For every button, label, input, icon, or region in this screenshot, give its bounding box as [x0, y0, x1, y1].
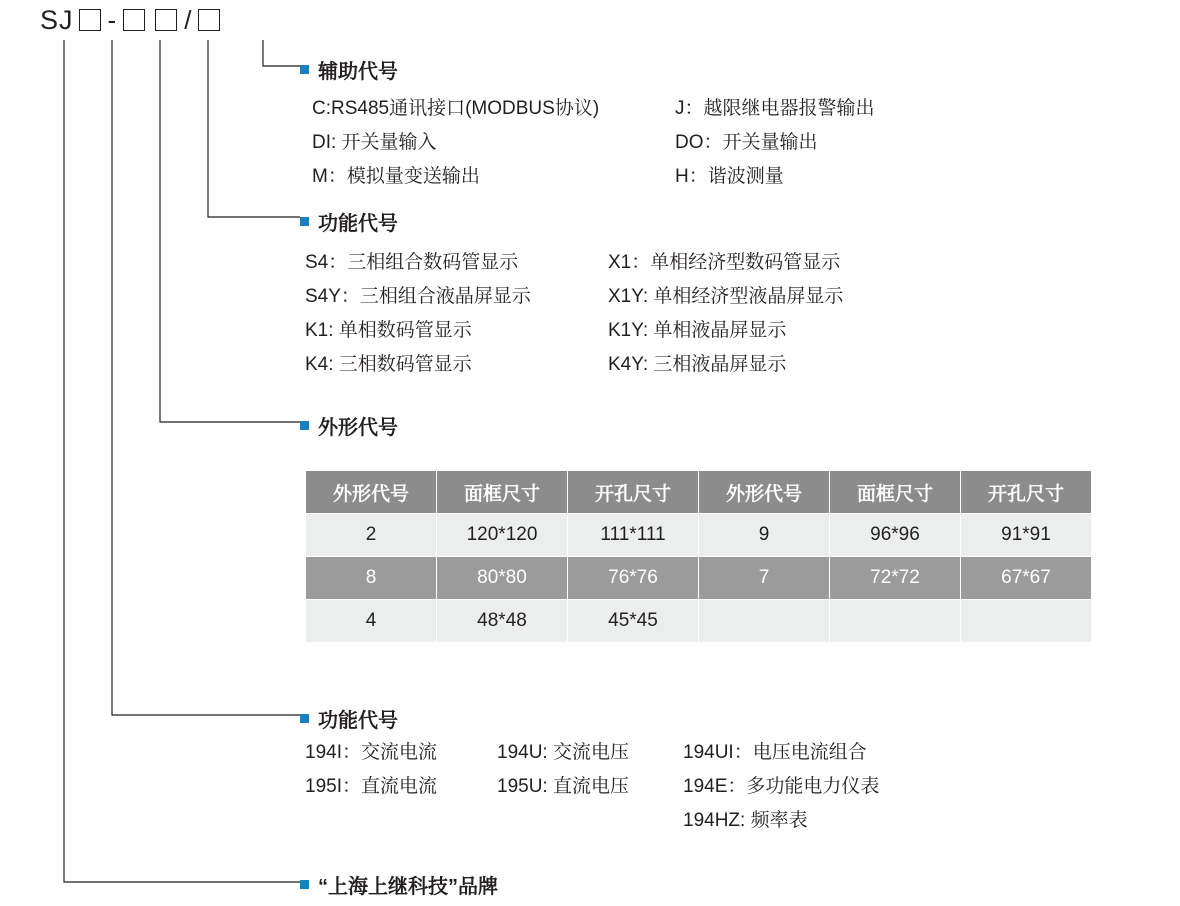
- section-func-bottom-title: 功能代号: [318, 710, 398, 732]
- table-cell-empty: [699, 600, 830, 643]
- aux-line-3-col-1: M：模拟量变送输出: [312, 166, 480, 187]
- table-cell: 4: [306, 600, 437, 643]
- table-header-row: [306, 471, 1092, 514]
- model-box-2: [123, 9, 145, 31]
- table-header-cell: 面框尺寸: [437, 471, 568, 514]
- func-top-line-2-col-1: S4Y：三相组合液晶屏显示: [305, 286, 531, 307]
- model-code-row: [40, 2, 225, 38]
- model-box-1: [79, 9, 101, 31]
- func-bottom-line-2-col-3: 194E：多功能电力仪表: [683, 776, 880, 797]
- func-top-col-1: [305, 246, 531, 382]
- section-aux-title: 辅助代号: [318, 61, 398, 83]
- func-bottom-col-2: [497, 736, 629, 804]
- section-shape-header: [300, 411, 398, 440]
- aux-line-2-col-1: DI: 开关量输入: [312, 132, 437, 153]
- shape-code-table: [305, 470, 1092, 643]
- func-top-col-2: [608, 246, 843, 382]
- table-cell: 111*111: [568, 514, 699, 557]
- table-cell: 76*76: [568, 557, 699, 600]
- aux-line-1-col-2: J：越限继电器报警输出: [675, 98, 875, 119]
- table-row: [306, 557, 1092, 600]
- table-header-cell: 开孔尺寸: [961, 471, 1092, 514]
- table-cell: 96*96: [830, 514, 961, 557]
- model-dash: -: [107, 4, 117, 35]
- model-box-4: [198, 9, 220, 31]
- func-bottom-col-3: [683, 736, 879, 838]
- table-header-cell: 开孔尺寸: [568, 471, 699, 514]
- func-bottom-col-1: [305, 736, 437, 804]
- table-cell-empty: [830, 600, 961, 643]
- section-func-bottom-header: [300, 704, 398, 733]
- model-slash: /: [184, 4, 192, 35]
- table-cell: 72*72: [830, 557, 961, 600]
- table-cell-empty: [961, 600, 1092, 643]
- table-row: [306, 600, 1092, 643]
- bullet-square-icon: [300, 880, 309, 889]
- aux-line-2-col-2: DO：开关量输出: [675, 132, 818, 153]
- func-top-line-1-col-2: X1：单相经济型数码管显示: [608, 252, 841, 273]
- table-cell: 8: [306, 557, 437, 600]
- func-top-line-2-col-2: X1Y: 单相经济型液晶屏显示: [608, 286, 844, 307]
- section-aux-header: [300, 55, 398, 84]
- table-cell: 48*48: [437, 600, 568, 643]
- table-cell: 45*45: [568, 600, 699, 643]
- aux-line-1-col-1: C:RS485通讯接口(MODBUS协议): [312, 98, 600, 119]
- table-cell: 120*120: [437, 514, 568, 557]
- table-cell: 7: [699, 557, 830, 600]
- bullet-square-icon: [300, 714, 309, 723]
- aux-col-1: [312, 92, 599, 194]
- func-bottom-line-3-col-3: 194HZ: 频率表: [683, 810, 808, 831]
- aux-col-2: [675, 92, 875, 194]
- table-cell: 9: [699, 514, 830, 557]
- aux-line-3-col-2: H：谐波测量: [675, 166, 784, 187]
- func-top-line-1-col-1: S4：三相组合数码管显示: [305, 252, 519, 273]
- table-header-cell: 面框尺寸: [830, 471, 961, 514]
- bullet-square-icon: [300, 217, 309, 226]
- table-header-cell: 外形代号: [306, 471, 437, 514]
- func-bottom-line-2-col-2: 195U: 直流电压: [497, 776, 629, 797]
- func-bottom-line-1-col-2: 194U: 交流电压: [497, 742, 629, 763]
- table-cell: 67*67: [961, 557, 1092, 600]
- bullet-square-icon: [300, 65, 309, 74]
- func-bottom-line-1-col-1: 194I：交流电流: [305, 742, 437, 763]
- section-func-top-title: 功能代号: [318, 213, 398, 235]
- table-cell: 91*91: [961, 514, 1092, 557]
- section-func-top-header: [300, 207, 398, 236]
- table-cell: 2: [306, 514, 437, 557]
- func-top-line-3-col-2: K1Y: 单相液晶屏显示: [608, 320, 787, 341]
- func-bottom-line-2-col-1: 195I：直流电流: [305, 776, 437, 797]
- model-box-3: [155, 9, 177, 31]
- section-brand-title: “上海上继科技”品牌: [318, 876, 498, 898]
- func-bottom-line-1-col-3: 194UI：电压电流组合: [683, 742, 867, 763]
- section-brand-header: [300, 870, 498, 899]
- bullet-square-icon: [300, 421, 309, 430]
- table-row: [306, 514, 1092, 557]
- func-top-line-3-col-1: K1: 单相数码管显示: [305, 320, 472, 341]
- model-prefix: SJ: [40, 5, 74, 35]
- func-top-line-4-col-1: K4: 三相数码管显示: [305, 354, 472, 375]
- table-cell: 80*80: [437, 557, 568, 600]
- table-header-cell: 外形代号: [699, 471, 830, 514]
- section-shape-title: 外形代号: [318, 417, 398, 439]
- func-top-line-4-col-2: K4Y: 三相液晶屏显示: [608, 354, 787, 375]
